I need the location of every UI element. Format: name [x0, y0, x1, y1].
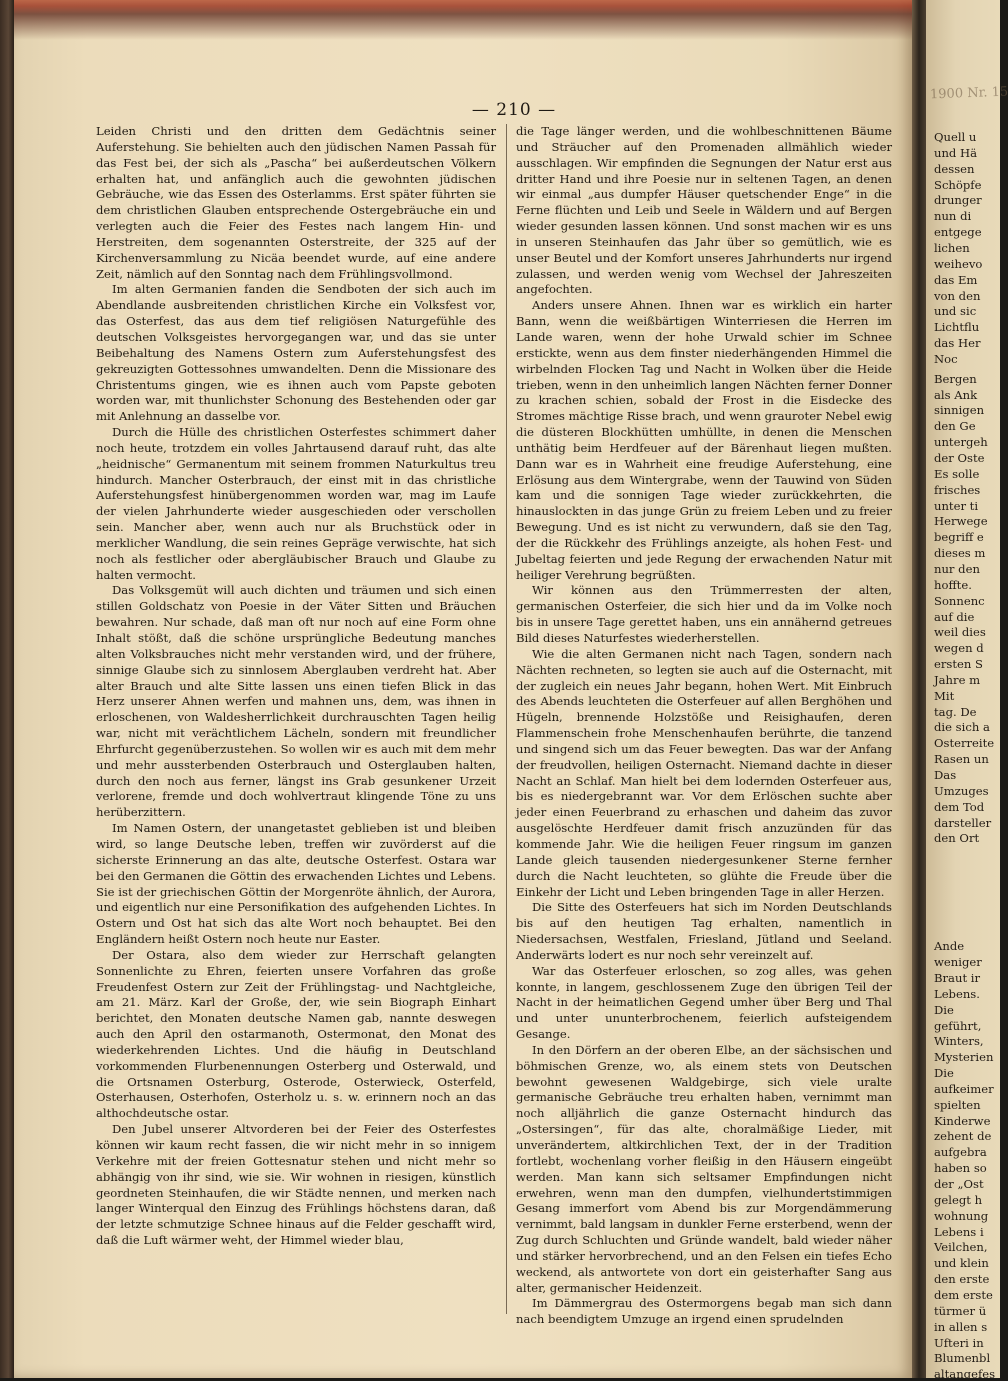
next-page-line: unter ti — [934, 498, 979, 513]
next-page-line: Braut ir — [934, 970, 981, 985]
next-page-line: gelegt h — [934, 1192, 983, 1207]
next-page-line: Noc — [934, 351, 958, 366]
next-page-line: der „Ost — [934, 1177, 984, 1191]
next-page-line: Ufteri in — [934, 1335, 984, 1350]
next-page-line: weihevo — [934, 256, 983, 271]
next-page-line: sinnigen — [934, 403, 985, 418]
page-top-edge — [14, 0, 912, 40]
next-page-line: geführt, — [934, 1018, 982, 1033]
next-page-line: den erste — [934, 1272, 990, 1287]
next-page-line: wegen d — [934, 641, 984, 656]
next-page-line: und sic — [934, 304, 977, 319]
next-page-line: Umzuges — [934, 783, 989, 798]
paragraph: Das Volksgemüt will auch dichten und träumen und sich einen stillen Goldschatz von Poesie in der Väter Sitten und Bräuchen bewahren. Nur schade, daß man oft nur noch auf eine Form ohne Inhalt stößt, daß die schöne ursprüngliche Bedeutung manches alten Volksbrauches nicht mehr verstanden wird, und der frühere, sinnige Glaube sich zu sinnlosem Aberglauben verdreht hat. Aber alter Brauch und alte Sitte lassen uns einen tiefen Blick in das Herz unserer Ahnen werfen und mahnen uns, dem, was ihnen in erloschenen, von Waldesherrlichkeit durchrauschten Tagen heilig war, nicht mit verächtlichem Lächeln, sondern mit freundlicher Ehrfurcht gegenüberzustehen. So wollen wir es auch mit dem mehr und mehr aussterbenden Osterbrauch und Osterglauben halten, durch den noch aus ferner, längst ins Grab gesunkener Urzeit verlorene, fremde und doch wohlvertraut klingende Töne zu uns herüberzittern. — [96, 583, 496, 820]
next-page-line: Ande — [934, 939, 965, 954]
next-page-line: drunger — [934, 193, 982, 208]
next-page-line: Bergen — [934, 371, 977, 386]
next-page-line: untergeh — [934, 435, 988, 450]
next-page-line: altangefes — [934, 1367, 996, 1381]
next-page-line: nur den — [934, 561, 980, 576]
next-page-line: dem Tod — [934, 799, 985, 814]
paragraph: Den Jubel unserer Altvorderen bei der Feier des Osterfestes können wir kaum recht fassen, die wir nicht mehr in so innigem Verkehre mit der freien Gottesnatur stehen und nicht mehr so abhängig von ihr sind, wie sie. Wir wohnen in riesigen, künstlich geordneten Steinhaufen, die wir Städte nennen, und merken nach langer Winterqual den Einzug des Frühlings höchstens daran, daß der letzte schmutzige Schnee hinaus auf die Felder geschafft wird, daß die Luft wärmer weht, der Himmel wieder blau, — [96, 1122, 496, 1248]
next-page-line: aufkeimer — [934, 1081, 994, 1096]
next-page-line: aufgebra — [934, 1145, 987, 1160]
scanned-page — [14, 0, 912, 1378]
next-page-line: von den — [934, 288, 981, 303]
next-page-line: lichen — [934, 240, 970, 255]
next-page-line: das Her — [934, 336, 981, 351]
book-gutter — [912, 0, 926, 1378]
next-page-line: Kinderwe — [934, 1113, 991, 1128]
next-page-line: auf die — [934, 609, 975, 624]
next-page-line: frisches — [934, 482, 981, 497]
paragraph: Im alten Germanien fanden die Sendboten der sich auch im Abendlande ausbreitenden christlichen Kirche ein Volksfest vor, das Osterfest, das aus dem tief religiösen Naturgefühle des deutschen Volksgeistes hervorgegangen war, und das sie unter Beibehaltung des Namens Ostern zum Auferstehungsfest des gekreuzigten Gottessohnes umwandelten. Denn die Missionare des Christentums gingen, wie es ihnen auch vom Papste geboten worden war, mit thunlichster Schonung des Bestehenden oder gar mit Anlehnung an dasselbe vor. — [96, 282, 496, 424]
next-page-line: dessen — [934, 161, 975, 176]
next-page-line: dieses m — [934, 546, 986, 561]
paragraph: Wie die alten Germanen nicht nach Tagen, sondern nach Nächten rechneten, so legten sie auch auf die Osternacht, mit der zugleich ein neues Jahr begann, hohen Wert. Mit Einbruch des Abends leuchteten die Osterfeuer auf allen Berghöhen und Hügeln, brennende Holzstöße und Reisighaufen, deren Flammenschein frohe Menschenhaufen berührte, die tanzend und singend sich um das Feuer bewegten. Das war der Anfang der freudvollen, heiligen Osternacht. Niemand dachte in dieser Nacht an Schlaf. Man hielt bei dem lodernden Osterfeuer aus, bis es niedergebrannt war. Vor dem Erlöschen suchte aber jeder einen Feuerbrand zu erhaschen und daheim das zuvor ausgelöschte Herdfeuer damit frisch anzuzünden für das kommende Jahr. Wie die heiligen Feuer ringsum im ganzen Lande gleich tausenden niedergesunkener Sterne fernher durch die Nacht leuchteten, so glühte die Freude über die Einkehr der Licht und Leben bringenden Tage in aller Herzen. — [516, 646, 892, 899]
column-divider — [506, 124, 507, 1314]
next-page-line: das Em — [934, 272, 978, 287]
next-page-line: Die — [934, 1002, 954, 1017]
next-page-line: entgege — [934, 225, 982, 240]
next-page-line: Blumenbl — [934, 1351, 991, 1366]
next-page-line: Herwege — [934, 514, 988, 529]
next-page-line: spielten — [934, 1097, 981, 1112]
next-page-header: 1900 Nr. 15 — [929, 84, 1008, 103]
left-column — [96, 124, 496, 1249]
next-page-line: Das — [934, 768, 957, 782]
next-page-line: haben so — [934, 1161, 987, 1176]
right-column — [516, 124, 892, 1328]
book-spine — [0, 0, 14, 1378]
next-page-line: wohnung — [934, 1208, 989, 1223]
next-page-line: Lichtflu — [934, 320, 980, 335]
paragraph: Durch die Hülle des christlichen Osterfestes schimmert daher noch heute, trotzdem ein volles Jahrtausend darauf ruht, das alte „heidnische“ Germanentum mit seinem frommen Naturkultus treu hindurch. Mancher Osterbrauch, der einst mit in das christliche Auferstehungsfest hinübergenommen worden war, mag im Laufe der vielen Jahrhunderte wieder ausgeschieden oder verschollen sein. Mancher aber, wenn auch nur als Bruchstück oder in merklicher Wandlung, die sein reines Gepräge verwischte, hat sich noch als festlicher oder abergläubischer Brauch und Glaube zu halten vermocht. — [96, 425, 496, 582]
paragraph: In den Dörfern an der oberen Elbe, an der sächsischen und böhmischen Grenze, wo, als einem stets von Deutschen bewohnt gewesenen Waldgebirge, sich viele uralte germanische Gebräuche treu erhalten haben, vernimmt man noch alljährlich die ganze Osternacht hindurch das „Ostersingen“, für das alte, choralmäßige Lieder, mit unverändertem, altkirchlichen Text, der in der Tradition fortlebt, wochenlang vorher fleißig in den Häusern eingeübt werden. Man kann sich seltsamer Empfindungen nicht erwehren, wenn man den dumpfen, vielhundertstimmigen Gesang immerfort vom Abend bis zur Morgendämmerung vernimmt, bald langsam in dunkler Ferne ersterbend, wenn der Zug durch Schluchten und Gründe wandelt, bald wieder näher und stärker hervorbrechend, und an den Felsen ein tiefes Echo weckend, als antwortete von dort ein geisterhafter Sang aus alter, germanischer Heidenzeit. — [516, 1042, 892, 1295]
next-page-line: Mit — [934, 688, 955, 703]
paragraph: Die Sitte des Osterfeuers hat sich im Norden Deutschlands bis auf den heutigen Tag erhalten, namentlich in Niedersachsen, Westfalen, Friesland, Jütland und Seeland. Anderwärts lodert es nur noch sehr vereinzelt auf. — [516, 900, 892, 962]
next-page-line: Die — [934, 1066, 954, 1081]
next-page-line: darsteller — [934, 815, 992, 830]
next-page-line: Osterreite — [934, 736, 995, 751]
next-page-line: türmer ü — [934, 1303, 987, 1318]
paragraph: Im Namen Ostern, der unangetastet geblieben ist und bleiben wird, so lange Deutsche leben, treffen wir zuvörderst auf die sicherste Erinnerung an das alte, deutsche Osterfest. Ostara war bei den Germanen die Göttin des erwachenden Lichtes und Lebens. Sie ist der griechischen Göttin der Morgenröte ähnlich, der Aurora, und eigentlich nur eine Personifikation des aufgehenden Lichtes. In Ostern und Ost hat sich das alte Wort noch behauptet. Bei den Engländern heißt Ostern noch heute nur Easter. — [96, 821, 496, 947]
next-page-line: in allen s — [934, 1319, 988, 1334]
page-number: — 210 — — [471, 100, 557, 120]
next-page-line: Winters, — [934, 1034, 984, 1049]
paragraph: die Tage länger werden, und die wohlbeschnittenen Bäume und Sträucher auf den Promenaden allmählich wieder ausschlagen. Wir empfinden die Segnungen der Natur erst aus dritter Hand und ihre Poesie nur in seltenen Tagen, an denen wir einmal „aus dumpfer Häuser quetschender Enge“ in die Ferne flüchten und Leib und Seele in Wäldern und auf Bergen wieder gesunden lassen können. Und sonst machen wir es uns in unseren Steinhaufen das Jahr über so gemütlich, wie es unser Beutel und der Komfort unseres Jahrhunderts nur irgend zulassen, und werden wenig vom Wechsel der Jahreszeiten angefochten. — [516, 124, 892, 297]
next-page-line: Schöpfe — [934, 177, 982, 192]
next-page-line: die sich a — [934, 720, 990, 735]
next-page-line: zehent de — [934, 1129, 992, 1144]
next-page-line: Lebens. — [934, 986, 980, 1001]
next-page-line: weniger — [934, 955, 982, 970]
next-page-line: und Hä — [934, 145, 978, 160]
next-page-line: Es solle — [934, 466, 980, 481]
paragraph: War das Osterfeuer erloschen, so zog alles, was gehen konnte, in langem, geschlossenem Zuge den übrigen Teil der Nacht in der heimatlichen Gegend umher über Berg und Thal und unter ununterbrochenem, feierlich aufsteigendem Gesange. — [516, 963, 892, 1042]
next-page-fragment — [926, 0, 1008, 1381]
next-page-line: nun di — [934, 209, 972, 224]
paragraph: Anders unsere Ahnen. Ihnen war es wirklich ein harter Bann, wenn die weißbärtigen Winterriesen die Herren im Lande waren, wenn der hohe Urwald schier im Schnee erstickte, wenn aus dem finster niederhängenden Himmel die wirbelnden Flocken Tag und Nacht in Wolken über die Heide trieben, wenn in den unheimlich langen Nächten ferner Donner zu krachen schien, sobald der Frost in die Eisdecke des Stromes mächtige Risse brach, und wenn grauroter Nebel ewig die düsteren Blockhütten umhüllte, in denen die Menschen unthätig beim Herdfeuer auf der Bärenhaut liegen mußten. Dann war es in Wahrheit eine freudige Auferstehung, eine Erlösung aus dem Wintergrabe, wenn der Tauwind von Süden kam und die sonnigen Tage wieder zurückkehrten, die hinauslockten in das junge Grün zu freiem Leben und zu freier Bewegung. Und es ist nicht zu verwundern, daß sie den Tag, der die Rückkehr des Frühlings anzeigte, als hohen Fest- und Jubeltag feierten und jede Regung der erwachenden Natur mit heiliger Verehrung begrüßten. — [516, 298, 892, 582]
next-page-line: Quell u — [934, 130, 977, 144]
next-page-line: als Ank — [934, 387, 978, 402]
next-page-line: den Ort — [934, 831, 980, 846]
next-page-line: Rasen un — [934, 752, 989, 767]
next-page-line: Sonnenc — [934, 593, 985, 608]
next-page-line: ersten S — [934, 657, 983, 672]
next-page-line: Mysterien — [934, 1050, 994, 1065]
next-page-line: hoffte. — [934, 577, 972, 592]
next-page-line: Veilchen, — [934, 1240, 988, 1255]
paragraph: Im Dämmergrau des Ostermorgens begab man sich dann nach beendigtem Umzuge an irgend einen sprudelnden — [516, 1296, 892, 1327]
next-page-line: den Ge — [934, 419, 976, 434]
next-page-line: Jahre m — [934, 672, 981, 687]
next-page-line: begriff e — [934, 530, 984, 545]
next-page-line: dem erste — [934, 1287, 993, 1302]
next-page-line: der Oste — [934, 451, 985, 465]
next-page-line: und klein — [934, 1256, 989, 1271]
next-page-line: tag. De — [934, 704, 977, 719]
next-page-line: Lebens i — [934, 1224, 984, 1239]
paragraph: Der Ostara, also dem wieder zur Herrschaft gelangten Sonnenlichte zu Ehren, feierten unsere Vorfahren das große Freudenfest Ostern zur Zeit der Frühlingstag- und Nachtgleiche, am 21. März. Karl der Große, der, wie sein Biograph Einhart berichtet, den Monaten deutsche Namen gab, nannte deswegen auch den April den ostarmanoth, Ostermonat, den Monat des wiederkehrenden Lichtes. Und die häufig in Deutschland vorkommenden Flurbenennungen Osterberg und Osterwald, und die Ortsnamen Osterburg, Osterode, Osterwieck, Osterfeld, Osterhausen, Osterhofen, Osterholz u. s. w. erinnern noch an das althochdeutsche ostar. — [96, 947, 496, 1121]
paragraph: Leiden Christi und den dritten dem Gedächtnis seiner Auferstehung. Sie behielten auch den jüdischen Namen Passah für das Fest bei, der sich als „Pascha“ bei außerdeutschen Völkern erhalten hat, und anfänglich auch die gewohnten jüdischen Gebräuche, wie das Essen des Osterlamms. Erst später führten sie dem christlichen Glauben entsprechende Ostergebräuche ein und verlegten auch die Feier des Festes nach langem Hin- und Herstreiten, dem sogenannten Osterstreite, der 325 auf der Kirchenversammlung zu Nicäa beendet wurde, auf eine andere Zeit, nämlich auf den Sonntag nach dem Frühlingsvollmond. — [96, 124, 496, 281]
paragraph: Wir können aus den Trümmerresten der alten, germanischen Osterfeier, die sich hier und da im Volke noch bis in unsere Tage gerettet haben, uns ein annähernd getreues Bild dieses Naturfestes wiederherstellen. — [516, 583, 892, 645]
next-page-line: weil dies — [934, 625, 986, 640]
